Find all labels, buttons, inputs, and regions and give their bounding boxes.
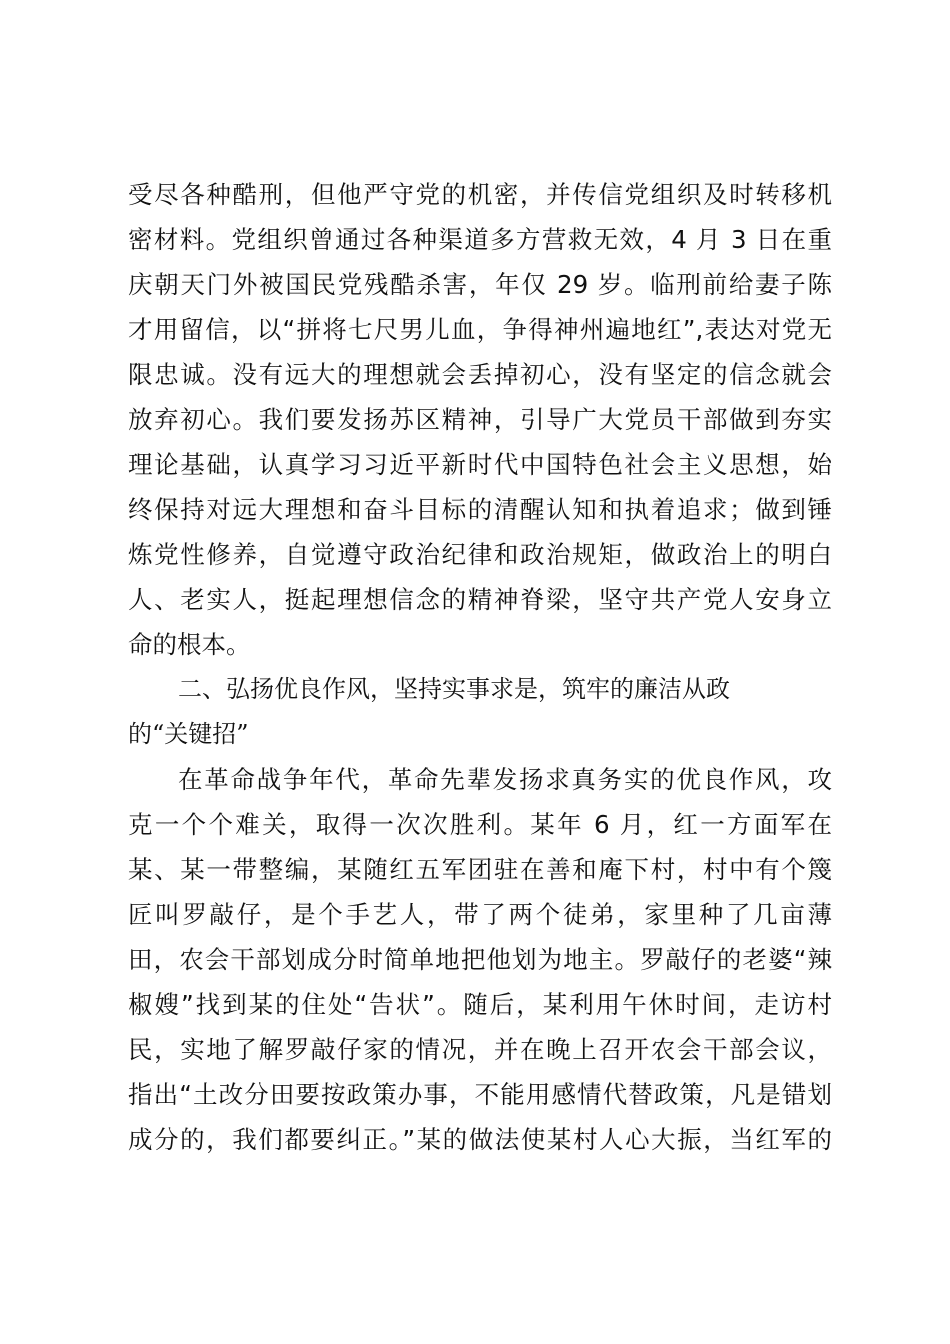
text-line: 成分的，我们都要纠正。”某的做法使某村人心大振，当红军的: [128, 1125, 832, 1154]
text-line: 克一个个难关，取得一次次胜利。某年 6 月，红一方面军在: [128, 810, 832, 839]
section-heading: [128, 667, 832, 757]
text-line: 椒嫂”找到某的住处“告状”。随后，某利用午休时间，走访村: [128, 990, 832, 1019]
heading-line: 二、弘扬优良作风，坚持实事求是，筑牢的廉洁从政: [178, 675, 730, 703]
text-line: 受尽各种酷刑，但他严守党的机密，并传信党组织及时转移机: [128, 180, 832, 209]
text-line: 人、老实人，挺起理想信念的精神脊梁，坚守共产党人安身立: [128, 585, 832, 614]
text-line: 炼党性修养，自觉遵守政治纪律和政治规矩，做政治上的明白: [128, 540, 832, 569]
text-line: 限忠诚。没有远大的理想就会丢掉初心，没有坚定的信念就会: [128, 360, 832, 389]
heading-line: 的“关键招”: [128, 720, 249, 748]
text-line: 指出“土改分田要按政策办事，不能用感情代替政策，凡是错划: [128, 1080, 832, 1109]
text-line: 在革命战争年代，革命先辈发扬求真务实的优良作风，攻: [178, 765, 832, 794]
text-line: 才用留信，以“拼将七尺男儿血，争得神州遍地红”,表达对党无: [128, 315, 832, 344]
text-line: 民，实地了解罗敲仔家的情况，并在晚上召开农会干部会议，: [128, 1035, 832, 1064]
text-line: 终保持对远大理想和奋斗目标的清醒认知和执着追求；做到锤: [128, 495, 832, 524]
text-line: 某、某一带整编，某随红五军团驻在善和庵下村，村中有个篾: [128, 855, 832, 884]
text-line: 命的根本。: [128, 630, 251, 659]
document-body: [128, 172, 832, 1162]
paragraph-2: [128, 757, 832, 1162]
text-line: 匠叫罗敲仔，是个手艺人，带了两个徒弟，家里种了几亩薄: [128, 900, 832, 929]
text-line: 放弃初心。我们要发扬苏区精神，引导广大党员干部做到夯实: [128, 405, 832, 434]
text-line: 庆朝天门外被国民党残酷杀害，年仅 29 岁。临刑前给妻子陈: [128, 270, 832, 299]
text-line: 田，农会干部划成分时简单地把他划为地主。罗敲仔的老婆“辣: [128, 945, 832, 974]
paragraph-1: [128, 172, 832, 667]
text-line: 理论基础，认真学习习近平新时代中国特色社会主义思想，始: [128, 450, 832, 479]
text-line: 密材料。党组织曾通过各种渠道多方营救无效，4 月 3 日在重: [128, 225, 832, 254]
